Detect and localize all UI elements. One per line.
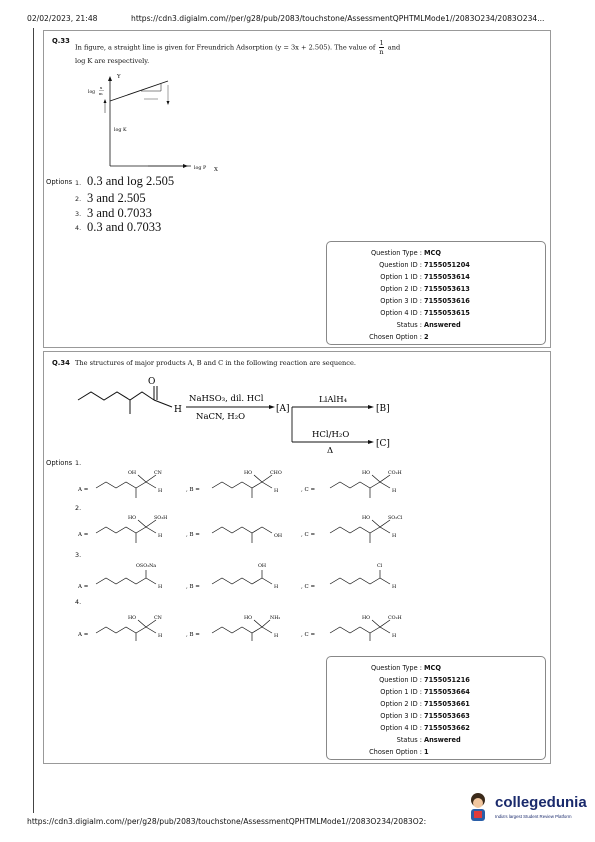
meta-value: 7155053614 bbox=[424, 273, 470, 281]
option-number: 2. bbox=[75, 504, 82, 512]
h-label: H bbox=[392, 489, 397, 494]
meta-label: Option 2 ID : bbox=[380, 700, 422, 708]
reagent-2: LiAlH₄ bbox=[319, 395, 348, 405]
group-2: CN bbox=[154, 616, 162, 621]
group-1: HO bbox=[362, 516, 371, 521]
h-label: H bbox=[158, 634, 163, 639]
logp-label: log P bbox=[194, 166, 207, 171]
meta-label: Option 4 ID : bbox=[380, 724, 422, 732]
meta-label: Question Type : bbox=[370, 664, 422, 672]
x-axis-label: X bbox=[214, 167, 218, 173]
meta-value: 7155053662 bbox=[424, 724, 470, 732]
meta-label: Question Type : bbox=[370, 249, 422, 257]
label-a: A = bbox=[78, 632, 89, 638]
label-b: , B = bbox=[186, 584, 200, 590]
meta-value: 2 bbox=[424, 333, 429, 341]
meta-value: 7155053613 bbox=[424, 285, 470, 293]
label-a: A = bbox=[78, 487, 89, 493]
question-text-line2: log K are respectively. bbox=[75, 57, 150, 65]
group-1: OSO₃Na bbox=[136, 564, 157, 569]
option-4-number: 4. bbox=[75, 224, 82, 232]
label-c: , C = bbox=[301, 487, 316, 493]
label-a: A = bbox=[78, 584, 89, 590]
reaction-scheme bbox=[64, 374, 444, 464]
label-c: , C = bbox=[301, 532, 316, 538]
y-frac-num: x bbox=[100, 85, 103, 90]
label-b: , B = bbox=[186, 532, 200, 538]
meta-label: Option 4 ID : bbox=[380, 309, 422, 317]
y-log-label: log bbox=[88, 90, 96, 95]
print-url: https://cdn3.digialm.com//per/g28/pub/2083/touchstone/AssessmentQPHTMLMode1//2083O234/2083O234... bbox=[131, 14, 545, 23]
print-date: 02/02/2023, 21:48 bbox=[27, 14, 98, 23]
collegedunia-logo-icon bbox=[462, 790, 494, 824]
meta-label: Option 3 ID : bbox=[380, 712, 422, 720]
question-meta-panel bbox=[326, 241, 546, 345]
label-b: , B = bbox=[186, 632, 200, 638]
group-1: HO bbox=[244, 616, 253, 621]
option-3[interactable] bbox=[44, 550, 552, 592]
question-meta-panel bbox=[326, 656, 546, 760]
y-axis-label: Y bbox=[117, 74, 121, 80]
option-2-structures bbox=[74, 509, 454, 547]
product-c: [C] bbox=[376, 439, 390, 449]
freundlich-graph bbox=[86, 71, 246, 176]
fraction bbox=[379, 39, 383, 56]
meta-value: 1 bbox=[424, 748, 429, 756]
footer-url: https://cdn3.digialm.com//per/g28/pub/2083/touchstone/AssessmentQPHTMLMode1//2083O234/2083O2: bbox=[27, 817, 427, 826]
option-number: 3. bbox=[75, 551, 82, 559]
group-1: HO bbox=[244, 471, 253, 476]
meta-value: 7155051204 bbox=[424, 261, 470, 269]
option-4-structures bbox=[74, 603, 454, 641]
h-label: H bbox=[158, 534, 163, 539]
group-2: CHO bbox=[270, 471, 282, 476]
h-label: H bbox=[274, 634, 279, 639]
reagent-1-bottom: NaCN, H₂O bbox=[196, 412, 246, 422]
meta-value: 7155051216 bbox=[424, 676, 470, 684]
h-label: H bbox=[392, 634, 397, 639]
meta-label: Option 1 ID : bbox=[380, 688, 422, 696]
question-34-box bbox=[43, 351, 551, 764]
meta-label: Option 3 ID : bbox=[380, 297, 422, 305]
question-text-part: In figure, a straight line is given for Freundrich Adsorption (y = 3x + 2.505). The value of bbox=[75, 43, 376, 52]
question-text-part: and bbox=[387, 43, 401, 52]
question-number: Q.33 bbox=[52, 37, 70, 45]
reagent-3-top: HCl/H₂O bbox=[312, 430, 350, 440]
option-3-structures bbox=[74, 556, 454, 594]
group-1: HO bbox=[128, 516, 137, 521]
option-1-structures bbox=[74, 464, 454, 502]
group-2: NH₂ bbox=[270, 616, 281, 621]
logk-label: log K bbox=[114, 128, 127, 133]
options-label: Options bbox=[46, 459, 73, 467]
meta-label: Question ID : bbox=[379, 676, 422, 684]
margin-line bbox=[33, 28, 34, 813]
meta-value: 7155053664 bbox=[424, 688, 470, 696]
group-2: CO₂H bbox=[388, 616, 402, 621]
option-4-text[interactable]: 0.3 and 0.7033 bbox=[87, 220, 162, 234]
option-number: 1. bbox=[75, 459, 82, 467]
group-1: OH bbox=[258, 564, 267, 569]
h-label: H bbox=[392, 585, 397, 590]
group-2: CO₂H bbox=[388, 471, 402, 476]
question-number: Q.34 bbox=[52, 359, 70, 367]
reagent-1-top: NaHSO₃, dil. HCl bbox=[189, 394, 264, 404]
label-a: A = bbox=[78, 532, 89, 538]
label-c: , C = bbox=[301, 584, 316, 590]
group-1: Cl bbox=[377, 564, 383, 569]
h-label: H bbox=[158, 489, 163, 494]
option-3-text[interactable]: 3 and 0.7033 bbox=[87, 206, 152, 220]
aldehyde-h: H bbox=[174, 405, 182, 415]
meta-label: Chosen Option : bbox=[369, 748, 422, 756]
group-1: HO bbox=[362, 471, 371, 476]
option-2-text[interactable]: 3 and 2.505 bbox=[87, 191, 146, 205]
meta-value: Answered bbox=[424, 736, 461, 744]
brand-tagline: India's largest Student Review Platform bbox=[495, 814, 572, 819]
meta-value: Answered bbox=[424, 321, 461, 329]
question-text: The structures of major products A, B and C in the following reaction are sequence. bbox=[75, 359, 356, 367]
group-1: HO bbox=[128, 616, 137, 621]
option-1-number: 1. bbox=[75, 179, 82, 187]
option-2[interactable] bbox=[44, 503, 552, 545]
h-label: H bbox=[392, 534, 397, 539]
option-3-number: 3. bbox=[75, 210, 82, 218]
meta-label: Chosen Option : bbox=[369, 333, 422, 341]
label-b: , B = bbox=[186, 487, 200, 493]
group-1: HO bbox=[362, 616, 371, 621]
h-label: H bbox=[274, 585, 279, 590]
h-label: H bbox=[158, 585, 163, 590]
fraction-denominator: n bbox=[379, 48, 384, 56]
meta-label: Question ID : bbox=[379, 261, 422, 269]
question-33-box bbox=[43, 30, 551, 348]
options-label: Options bbox=[46, 178, 73, 186]
option-2-number: 2. bbox=[75, 195, 82, 203]
group-2: SO₃H bbox=[154, 516, 168, 521]
product-a: [A] bbox=[276, 404, 290, 414]
reagent-3-bottom: Δ bbox=[327, 446, 334, 456]
fraction-numerator: 1 bbox=[379, 39, 384, 47]
group-1: OH bbox=[274, 534, 283, 539]
product-b: [B] bbox=[376, 404, 390, 414]
meta-value: 7155053663 bbox=[424, 712, 470, 720]
question-text bbox=[75, 39, 400, 56]
meta-value: MCQ bbox=[424, 249, 442, 257]
option-4[interactable] bbox=[44, 597, 552, 639]
meta-label: Option 2 ID : bbox=[380, 285, 422, 293]
option-1-text[interactable]: 0.3 and log 2.505 bbox=[87, 174, 175, 188]
label-c: , C = bbox=[301, 632, 316, 638]
meta-value: MCQ bbox=[424, 664, 442, 672]
y-frac-den: m bbox=[99, 91, 103, 96]
h-label: H bbox=[274, 489, 279, 494]
group-2: CN bbox=[154, 471, 162, 476]
brand-name: collegedunia bbox=[495, 794, 587, 811]
option-number: 4. bbox=[75, 598, 82, 606]
carbonyl-o: O bbox=[148, 377, 156, 387]
meta-value: 7155053661 bbox=[424, 700, 470, 708]
group-2: SO₂Cl bbox=[388, 516, 403, 521]
option-1[interactable] bbox=[44, 458, 552, 500]
meta-value: 7155053615 bbox=[424, 309, 470, 317]
meta-value: 7155053616 bbox=[424, 297, 470, 305]
meta-label: Status : bbox=[396, 736, 422, 744]
meta-label: Option 1 ID : bbox=[380, 273, 422, 281]
meta-label: Status : bbox=[396, 321, 422, 329]
group-1: OH bbox=[128, 471, 137, 476]
